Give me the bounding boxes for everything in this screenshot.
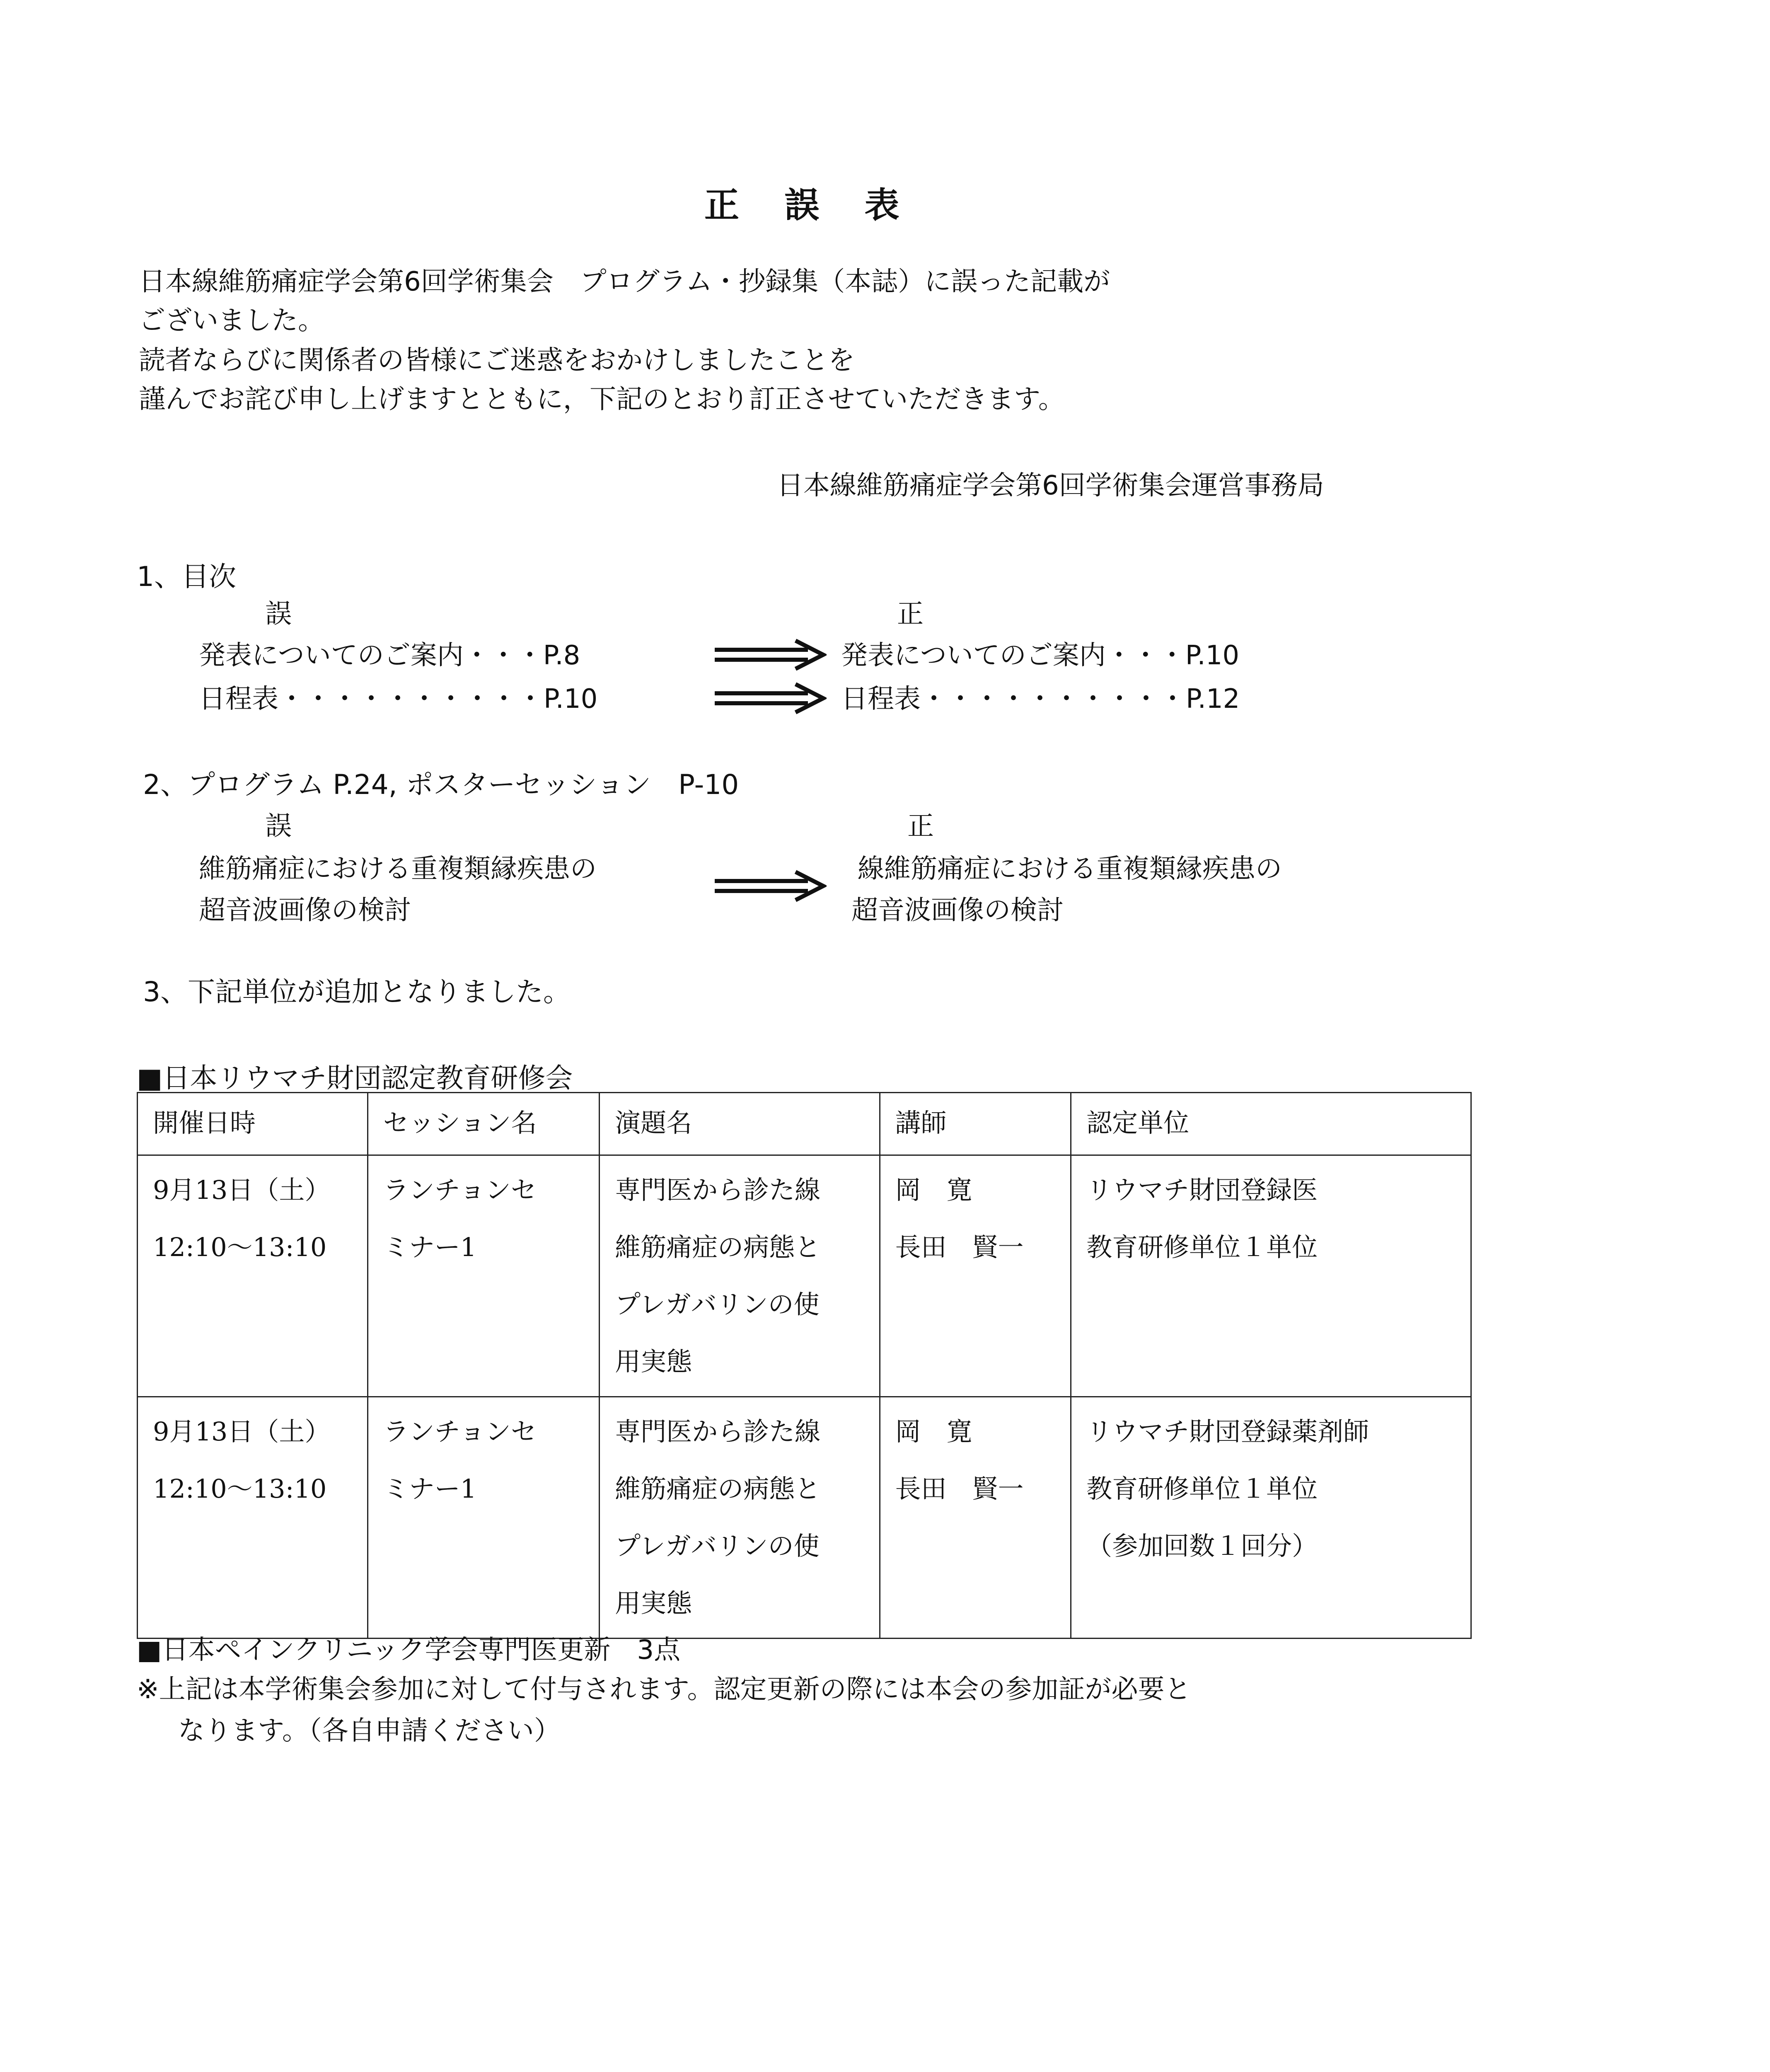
cell-session: ランチョンセ ミナー1 bbox=[368, 1155, 599, 1397]
section-2-right-line-1: 線維筋痛症における重複類縁疾患の bbox=[858, 854, 1282, 884]
pain-clinic-credits: ■日本ペインクリニック学会専門医更新 3点 bbox=[137, 1635, 681, 1665]
arrow-right-icon bbox=[715, 869, 827, 903]
cell-session: ランチョンセ ミナー1 bbox=[368, 1397, 599, 1639]
intro-line-4: 謹んでお詫び申し上げますとともに，下記のとおり訂正させていただきます。 bbox=[139, 384, 1065, 415]
arrow-right-icon bbox=[715, 682, 827, 715]
table-header-row bbox=[138, 1093, 1471, 1155]
section-1-right-label: 正 bbox=[897, 599, 924, 629]
arrow-right-icon bbox=[715, 638, 827, 671]
cell-topic: 専門医から診た線 維筋痛症の病態と プレガバリンの使 用実態 bbox=[600, 1397, 880, 1639]
section-2-right-line-2: 超音波画像の検討 bbox=[851, 895, 1064, 926]
section-1-wrong-item-2: 日程表・・・・・・・・・・P.10 bbox=[199, 684, 598, 714]
note-line-1: ※上記は本学術集会参加に対して付与されます。認定更新の際には本会の参加証が必要と bbox=[137, 1674, 1191, 1705]
header-session: セッション名 bbox=[368, 1093, 599, 1155]
section-1-wrong-label: 誤 bbox=[265, 599, 292, 629]
section-1-heading: 1、目次 bbox=[137, 561, 236, 593]
header-lecturer: 講師 bbox=[880, 1093, 1071, 1155]
note-line-2: なります。（各自申請ください） bbox=[178, 1716, 561, 1746]
section-2-wrong-label: 誤 bbox=[265, 811, 292, 842]
section-3-heading: 3、下記単位が追加となりました。 bbox=[143, 976, 571, 1008]
certification-units-table bbox=[137, 1092, 1472, 1639]
organizer-office: 日本線維筋痛症学会第6回学術集会運営事務局 bbox=[777, 470, 1324, 501]
cell-units: リウマチ財団登録医 教育研修単位１単位 bbox=[1071, 1155, 1471, 1397]
header-date: 開催日時 bbox=[138, 1093, 368, 1155]
intro-line-2: ございました。 bbox=[139, 305, 324, 336]
cell-topic: 専門医から診た線 維筋痛症の病態と プレガバリンの使 用実態 bbox=[600, 1155, 880, 1397]
section-2-right-label: 正 bbox=[907, 811, 934, 842]
cell-date: 9月13日（土） 12:10〜13:10 bbox=[138, 1397, 368, 1639]
section-2-wrong-line-2: 超音波画像の検討 bbox=[199, 895, 411, 926]
cell-lecturer: 岡 寛 長田 賢一 bbox=[880, 1397, 1071, 1639]
cell-units: リウマチ財団登録薬剤師 教育研修単位１単位 （参加回数１回分） bbox=[1071, 1397, 1471, 1639]
table-row bbox=[138, 1397, 1471, 1639]
page-title: 正 誤 表 bbox=[704, 185, 916, 225]
section-1-wrong-item-1: 発表についてのご案内・・・P.8 bbox=[199, 640, 580, 671]
section-2-heading: 2、プログラム P.24, ポスターセッション P-10 bbox=[143, 769, 739, 801]
table-title: ■日本リウマチ財団認定教育研修会 bbox=[137, 1062, 573, 1094]
intro-line-3: 読者ならびに関係者の皆様にご迷惑をおかけしましたことを bbox=[139, 345, 855, 376]
cell-date: 9月13日（土） 12:10〜13:10 bbox=[138, 1155, 368, 1397]
header-topic: 演題名 bbox=[600, 1093, 880, 1155]
intro-line-1: 日本線維筋痛症学会第6回学術集会 プログラム・抄録集（本誌）に誤った記載が bbox=[139, 266, 1110, 297]
section-2-wrong-line-1: 維筋痛症における重複類縁疾患の bbox=[199, 854, 597, 884]
cell-lecturer: 岡 寛 長田 賢一 bbox=[880, 1155, 1071, 1397]
header-units: 認定単位 bbox=[1071, 1093, 1471, 1155]
section-1-right-item-2: 日程表・・・・・・・・・・P.12 bbox=[841, 684, 1240, 714]
section-1-right-item-1: 発表についてのご案内・・・P.10 bbox=[841, 640, 1240, 671]
table-row bbox=[138, 1155, 1471, 1397]
